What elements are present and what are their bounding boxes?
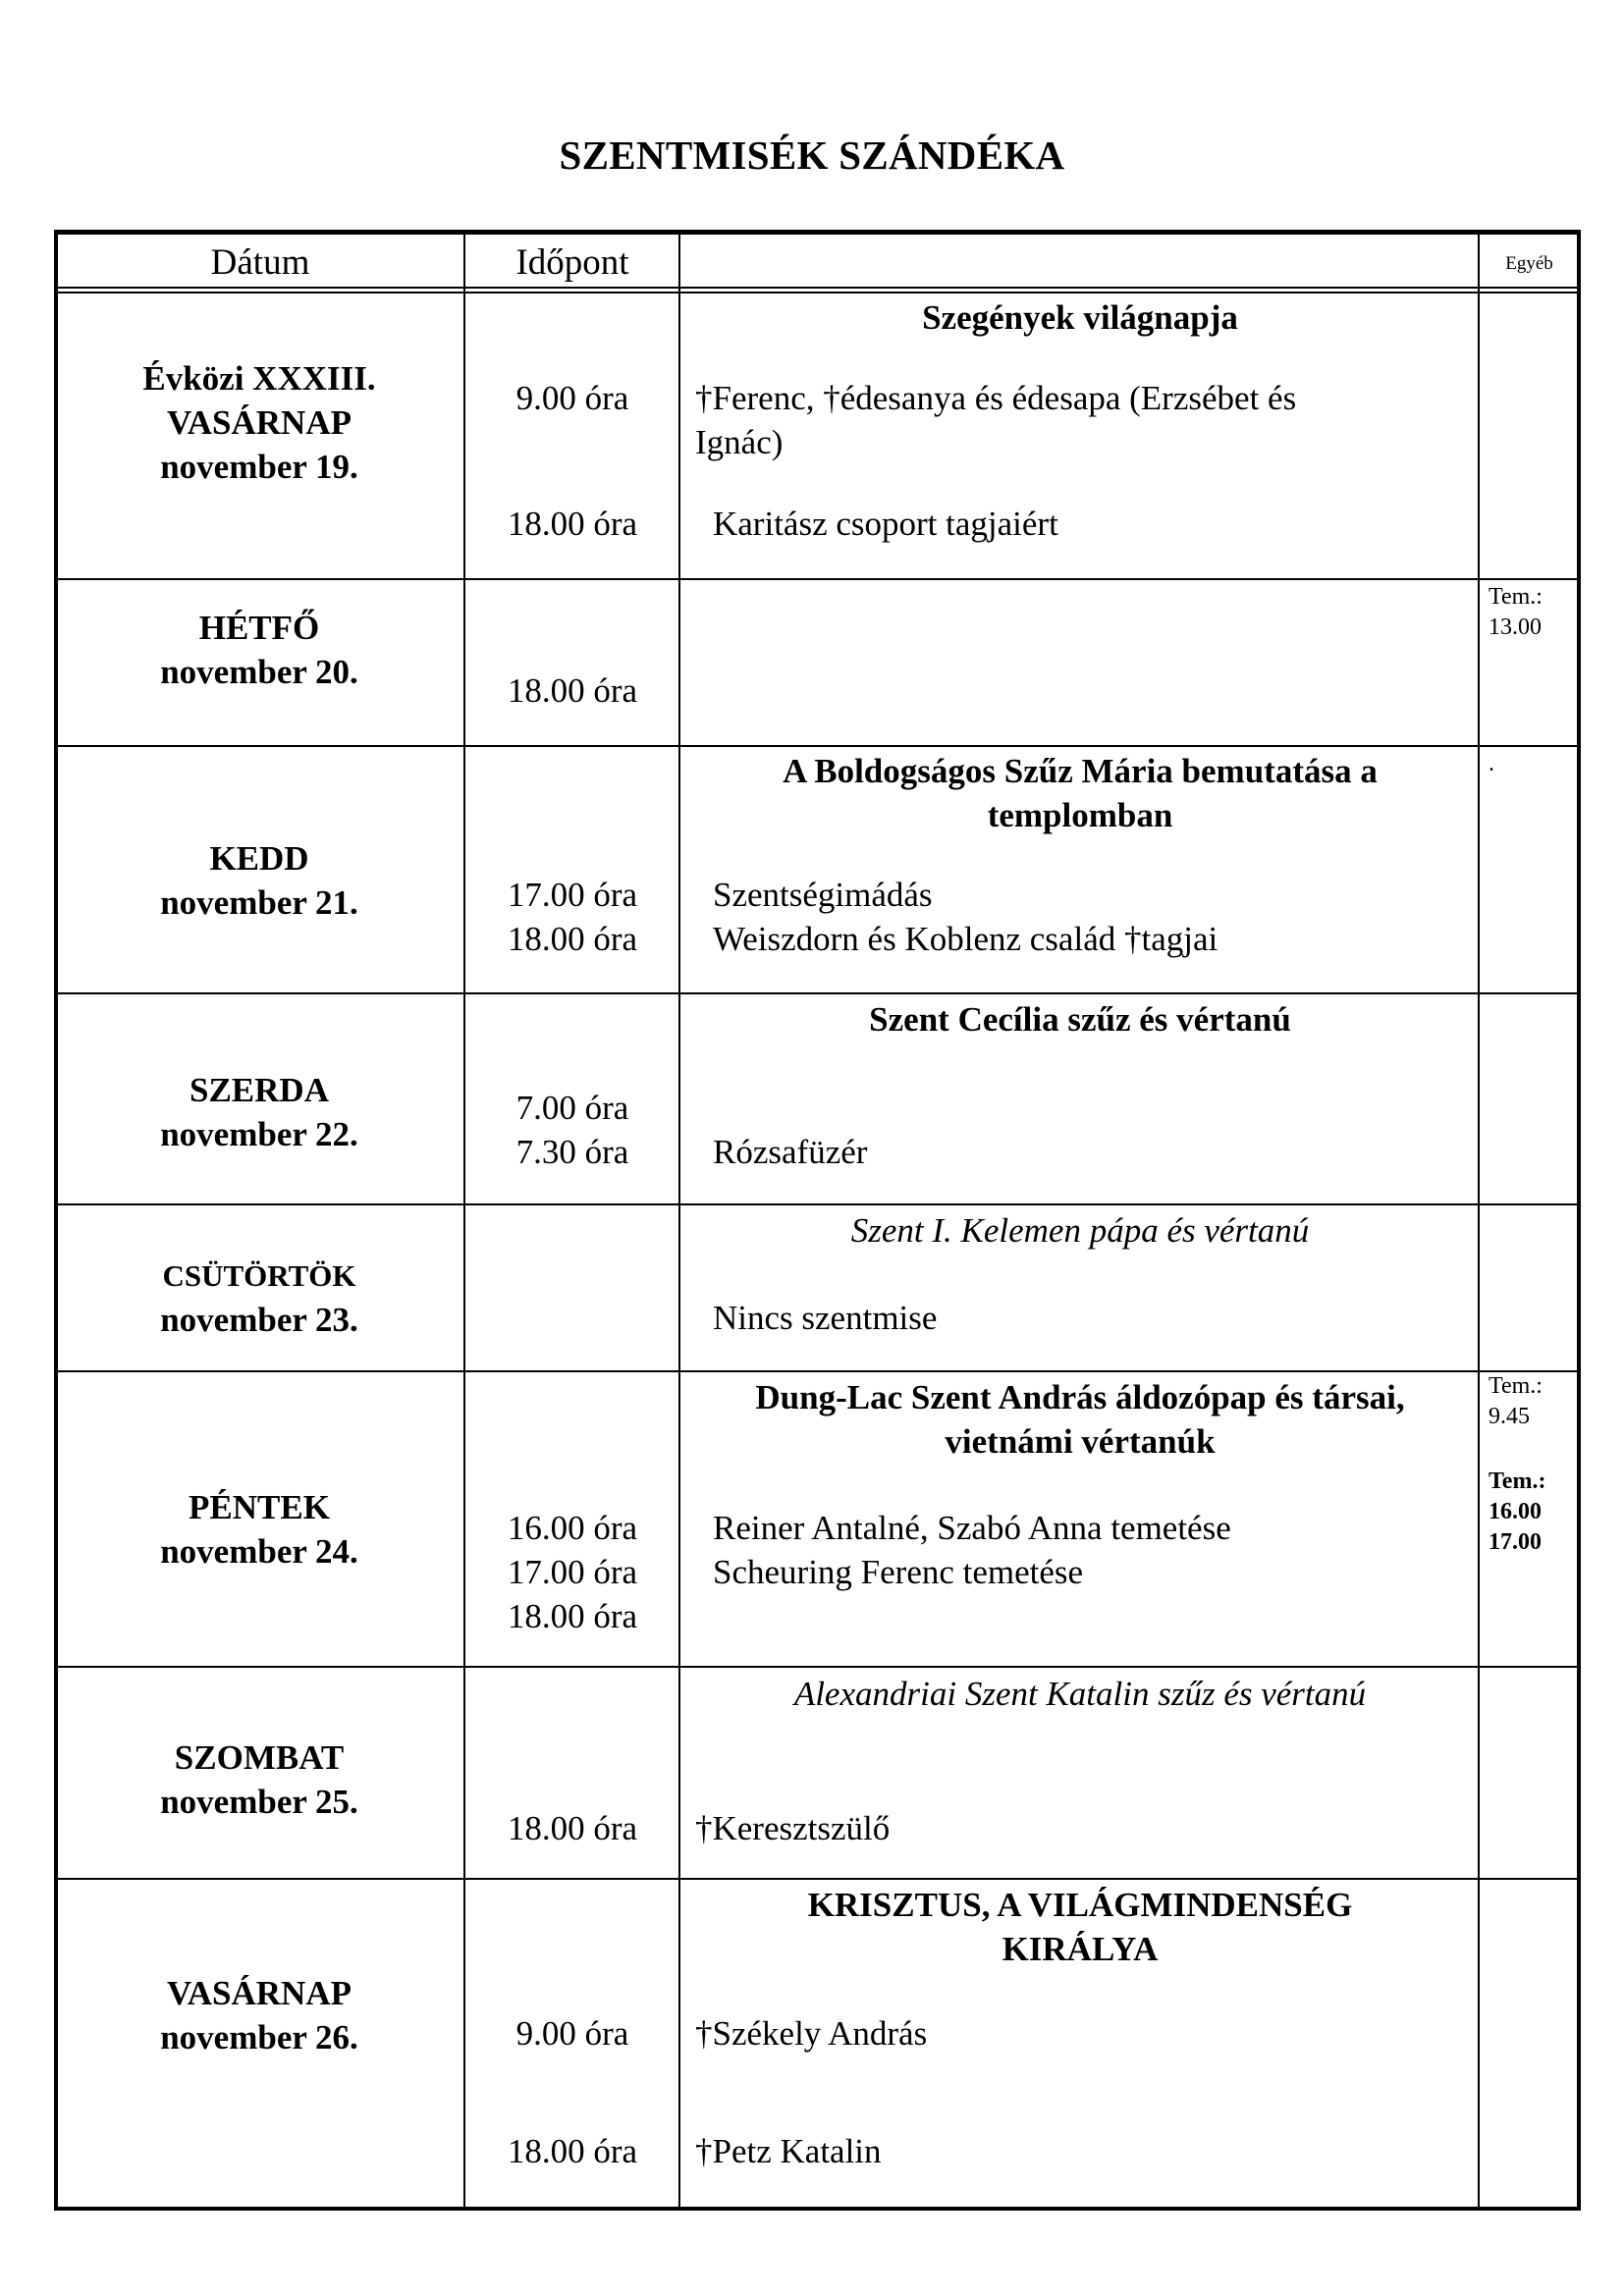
other-line: Tem.: xyxy=(1489,1373,1543,1399)
date-line: november 22. xyxy=(160,1115,358,1153)
date-line: november 19. xyxy=(160,448,358,486)
date-line: november 24. xyxy=(160,1532,358,1571)
other-line: 13.00 xyxy=(1489,614,1542,640)
mass-time: 18.00 óra xyxy=(507,505,638,543)
intention: Rózsafüzér xyxy=(713,1133,868,1171)
row-date xyxy=(57,356,461,489)
feast-title: Szent Cecília szűz és vértanú xyxy=(869,1000,1291,1039)
date-line: november 20. xyxy=(160,653,358,691)
feast-title xyxy=(687,749,1473,837)
header-time: Időpont xyxy=(515,242,629,283)
mass-time: 16.00 óra xyxy=(507,1509,638,1547)
feast-title: Szegények világnapja xyxy=(922,298,1238,337)
mass-time: 7.00 óra xyxy=(515,1089,629,1127)
mass-time: 9.00 óra xyxy=(515,2014,629,2053)
page-title: SZENTMISÉK SZÁNDÉKA xyxy=(559,133,1065,178)
mass-time: 17.00 óra xyxy=(507,1553,638,1591)
other-note xyxy=(1489,582,1577,643)
date-line: november 21. xyxy=(160,883,358,922)
mass-time: 18.00 óra xyxy=(507,671,638,710)
feast-title: Alexandriai Szent Katalin szűz és vértanú xyxy=(793,1675,1367,1713)
intention: Scheuring Ferenc temetése xyxy=(713,1553,1084,1591)
date-line: Évközi XXXIII. xyxy=(142,359,376,398)
other-line: 9.45 xyxy=(1489,1404,1530,1429)
row-date xyxy=(57,836,461,925)
intention: †Székely András xyxy=(695,2014,928,2053)
intention: †Keresztszülő xyxy=(695,1809,891,1847)
feast-title xyxy=(687,1883,1473,1971)
other-note: . xyxy=(1489,751,1494,776)
mass-time: 9.00 óra xyxy=(515,379,629,417)
mass-time: 18.00 óra xyxy=(507,1597,638,1635)
date-line: VASÁRNAP xyxy=(167,403,352,442)
intention: Szentségimádás xyxy=(713,876,933,914)
header-date: Dátum xyxy=(210,242,310,283)
feast-line: A Boldogságos Szűz Mária bemutatása a xyxy=(783,752,1378,790)
date-line: november 23. xyxy=(160,1301,358,1339)
other-note-bold xyxy=(1489,1467,1577,1558)
row-date xyxy=(57,1971,461,2059)
date-line: SZERDA xyxy=(189,1071,329,1109)
date-line: CSÜTÖRTÖK xyxy=(162,1258,356,1293)
intention: Karitász csoport tagjaiért xyxy=(713,505,1058,543)
other-line: Tem.: xyxy=(1489,584,1543,610)
feast-title xyxy=(687,1375,1473,1464)
mass-time: 18.00 óra xyxy=(507,920,638,958)
date-line: KEDD xyxy=(209,839,309,878)
date-line: PÉNTEK xyxy=(189,1488,330,1526)
intention: †Petz Katalin xyxy=(695,2132,882,2170)
feast-line: vietnámi vértanúk xyxy=(945,1422,1216,1461)
row-date xyxy=(57,1068,461,1156)
feast-title: Szent I. Kelemen pápa és vértanú xyxy=(850,1211,1310,1250)
feast-line: templomban xyxy=(987,796,1173,834)
row-date xyxy=(57,606,461,694)
mass-time: 7.30 óra xyxy=(515,1133,629,1171)
intention: Ignác) xyxy=(695,423,784,461)
feast-line: KIRÁLYA xyxy=(1001,1930,1159,1968)
date-line: november 26. xyxy=(160,2018,358,2056)
other-line: 16.00 xyxy=(1489,1499,1542,1524)
intention: Weiszdorn és Koblenz család †tagjai xyxy=(713,920,1218,958)
other-line: Tem.: xyxy=(1489,1468,1546,1494)
date-line: VASÁRNAP xyxy=(167,1974,352,2012)
date-line: november 25. xyxy=(160,1783,358,1821)
row-date xyxy=(57,1254,461,1342)
header-other: Egyéb xyxy=(1505,253,1553,274)
date-line: HÉTFŐ xyxy=(198,609,320,647)
row-date xyxy=(57,1735,461,1824)
intention: †Ferenc, †édesanya és édesapa (Erzsébet és xyxy=(695,379,1297,417)
mass-time: 17.00 óra xyxy=(507,876,638,914)
row-date xyxy=(57,1485,461,1574)
intention: Nincs szentmise xyxy=(713,1299,938,1337)
feast-line: Dung-Lac Szent András áldozópap és társai, xyxy=(755,1378,1405,1416)
intention: Reiner Antalné, Szabó Anna temetése xyxy=(713,1509,1231,1547)
mass-time: 18.00 óra xyxy=(507,2132,638,2170)
date-line: SZOMBAT xyxy=(174,1738,345,1777)
other-note xyxy=(1489,1371,1577,1432)
feast-line: KRISZTUS, A VILÁGMINDENSÉG xyxy=(807,1886,1353,1924)
mass-time: 18.00 óra xyxy=(507,1809,638,1847)
other-line: 17.00 xyxy=(1489,1529,1542,1555)
